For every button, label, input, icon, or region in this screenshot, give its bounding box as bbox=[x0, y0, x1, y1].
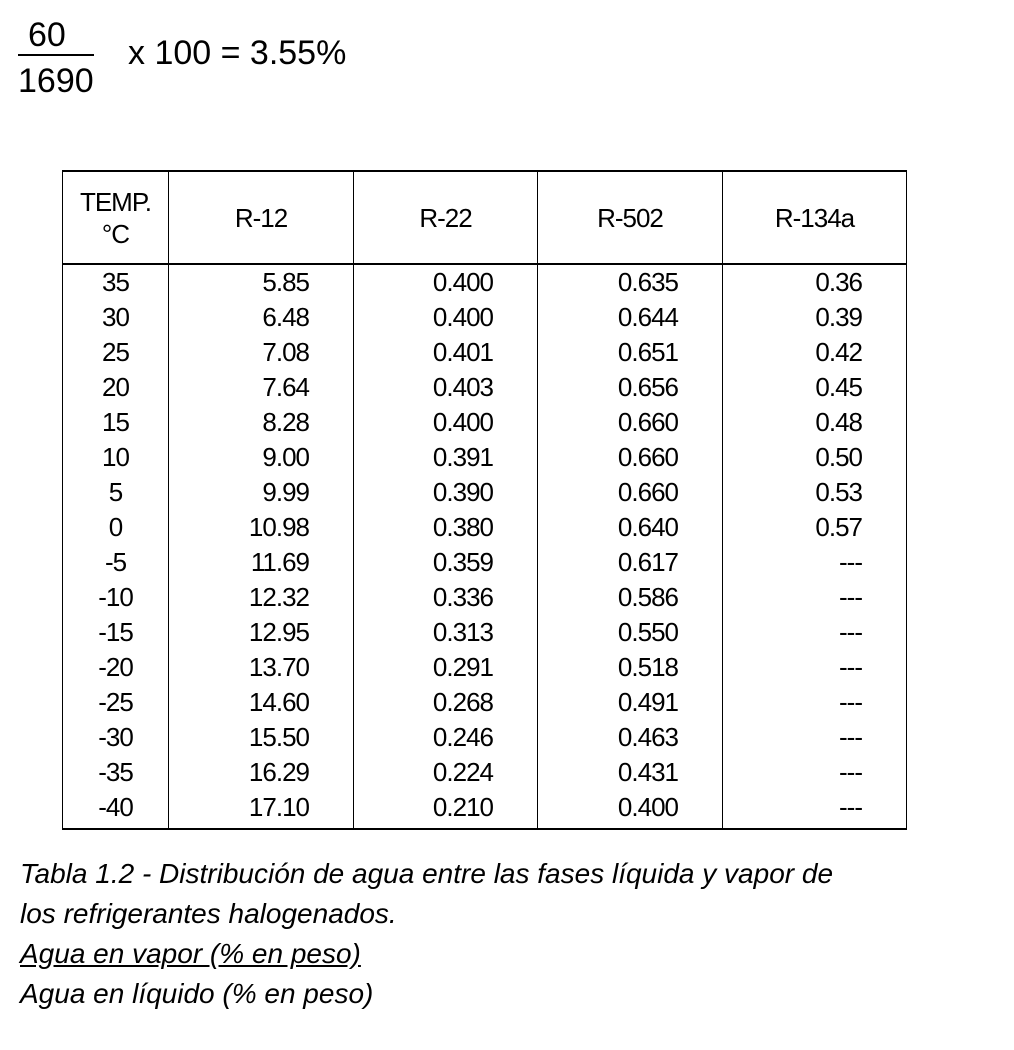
cell-r502: 0.491 bbox=[538, 685, 723, 720]
cell-temp: -25 bbox=[63, 685, 169, 720]
cell-r22: 0.359 bbox=[354, 545, 538, 580]
cell-r22: 0.380 bbox=[354, 510, 538, 545]
cell-r12: 9.99 bbox=[169, 475, 354, 510]
table-row bbox=[63, 440, 907, 475]
cell-r22: 0.210 bbox=[354, 790, 538, 829]
fraction-bar bbox=[18, 54, 94, 56]
table-row bbox=[63, 300, 907, 335]
cell-temp: 0 bbox=[63, 510, 169, 545]
cell-r12: 12.95 bbox=[169, 615, 354, 650]
table-row bbox=[63, 335, 907, 370]
cell-r134a: 0.36 bbox=[723, 264, 907, 300]
cell-r502: 0.550 bbox=[538, 615, 723, 650]
cell-r12: 9.00 bbox=[169, 440, 354, 475]
table-row bbox=[63, 650, 907, 685]
header-r134a: R-134a bbox=[723, 171, 907, 264]
cell-r502: 0.640 bbox=[538, 510, 723, 545]
cell-temp: -30 bbox=[63, 720, 169, 755]
cell-r134a: --- bbox=[723, 650, 907, 685]
cell-r134a: --- bbox=[723, 545, 907, 580]
cell-r22: 0.336 bbox=[354, 580, 538, 615]
cell-r134a: 0.39 bbox=[723, 300, 907, 335]
cell-r134a: --- bbox=[723, 790, 907, 829]
cell-temp: 35 bbox=[63, 264, 169, 300]
cell-r134a: --- bbox=[723, 580, 907, 615]
header-temp-line2: °C bbox=[101, 218, 130, 249]
cell-r502: 0.660 bbox=[538, 440, 723, 475]
header-r22: R-22 bbox=[354, 171, 538, 264]
cell-r502: 0.660 bbox=[538, 405, 723, 440]
cell-r12: 10.98 bbox=[169, 510, 354, 545]
cell-r22: 0.391 bbox=[354, 440, 538, 475]
table-row bbox=[63, 615, 907, 650]
cell-r12: 16.29 bbox=[169, 755, 354, 790]
cell-r502: 0.651 bbox=[538, 335, 723, 370]
formula-result: x 100 = 3.55% bbox=[128, 34, 347, 72]
cell-r502: 0.586 bbox=[538, 580, 723, 615]
table-row bbox=[63, 510, 907, 545]
cell-r502: 0.431 bbox=[538, 755, 723, 790]
cell-r502: 0.660 bbox=[538, 475, 723, 510]
table-body bbox=[63, 264, 907, 829]
cell-r12: 17.10 bbox=[169, 790, 354, 829]
table-row bbox=[63, 405, 907, 440]
cell-temp: -40 bbox=[63, 790, 169, 829]
cell-r12: 8.28 bbox=[169, 405, 354, 440]
table-row bbox=[63, 580, 907, 615]
cell-r134a: 0.57 bbox=[723, 510, 907, 545]
table-row bbox=[63, 790, 907, 829]
cell-r22: 0.400 bbox=[354, 264, 538, 300]
cell-r12: 6.48 bbox=[169, 300, 354, 335]
cell-r12: 15.50 bbox=[169, 720, 354, 755]
cell-r22: 0.400 bbox=[354, 405, 538, 440]
cell-temp: -5 bbox=[63, 545, 169, 580]
cell-r22: 0.400 bbox=[354, 300, 538, 335]
water-distribution-table bbox=[62, 170, 907, 830]
header-r12: R-12 bbox=[169, 171, 354, 264]
table-row bbox=[63, 755, 907, 790]
table-row bbox=[63, 545, 907, 580]
table-caption bbox=[20, 854, 1000, 1014]
cell-r502: 0.617 bbox=[538, 545, 723, 580]
cell-r502: 0.400 bbox=[538, 790, 723, 829]
caption-liquid-label: Agua en líquido (% en peso) bbox=[20, 978, 374, 1009]
cell-r22: 0.291 bbox=[354, 650, 538, 685]
cell-r12: 13.70 bbox=[169, 650, 354, 685]
cell-temp: -15 bbox=[63, 615, 169, 650]
cell-r12: 11.69 bbox=[169, 545, 354, 580]
cell-r22: 0.224 bbox=[354, 755, 538, 790]
cell-r22: 0.390 bbox=[354, 475, 538, 510]
cell-r502: 0.635 bbox=[538, 264, 723, 300]
cell-temp: 10 bbox=[63, 440, 169, 475]
cell-r12: 7.08 bbox=[169, 335, 354, 370]
cell-r502: 0.518 bbox=[538, 650, 723, 685]
cell-r502: 0.644 bbox=[538, 300, 723, 335]
fraction-numerator: 60 bbox=[28, 16, 66, 54]
caption-line-1: Tabla 1.2 - Distribución de agua entre las fases líquida y vapor de bbox=[20, 858, 834, 889]
cell-r134a: 0.48 bbox=[723, 405, 907, 440]
header-r502: R-502 bbox=[538, 171, 723, 264]
cell-temp: 5 bbox=[63, 475, 169, 510]
cell-temp: -20 bbox=[63, 650, 169, 685]
header-temp-line1: TEMP. bbox=[79, 186, 152, 217]
header-temp bbox=[63, 171, 169, 264]
cell-r134a: --- bbox=[723, 615, 907, 650]
cell-temp: 15 bbox=[63, 405, 169, 440]
cell-temp: -35 bbox=[63, 755, 169, 790]
table-header-row bbox=[63, 171, 907, 264]
table-row bbox=[63, 370, 907, 405]
cell-r12: 7.64 bbox=[169, 370, 354, 405]
cell-r134a: 0.42 bbox=[723, 335, 907, 370]
cell-r502: 0.463 bbox=[538, 720, 723, 755]
table-row bbox=[63, 475, 907, 510]
table-row bbox=[63, 264, 907, 300]
cell-temp: 30 bbox=[63, 300, 169, 335]
cell-temp: -10 bbox=[63, 580, 169, 615]
caption-vapor-label: Agua en vapor (% en peso) bbox=[20, 938, 361, 969]
cell-r134a: 0.53 bbox=[723, 475, 907, 510]
cell-r134a: --- bbox=[723, 755, 907, 790]
cell-temp: 20 bbox=[63, 370, 169, 405]
cell-temp: 25 bbox=[63, 335, 169, 370]
caption-line-2: los refrigerantes halogenados. bbox=[20, 898, 397, 929]
cell-r22: 0.313 bbox=[354, 615, 538, 650]
cell-r134a: --- bbox=[723, 685, 907, 720]
table-row bbox=[63, 685, 907, 720]
cell-r12: 5.85 bbox=[169, 264, 354, 300]
table-row bbox=[63, 720, 907, 755]
cell-r134a: --- bbox=[723, 720, 907, 755]
cell-r12: 12.32 bbox=[169, 580, 354, 615]
cell-r502: 0.656 bbox=[538, 370, 723, 405]
cell-r22: 0.403 bbox=[354, 370, 538, 405]
cell-r134a: 0.45 bbox=[723, 370, 907, 405]
fraction-denominator: 1690 bbox=[18, 62, 94, 100]
cell-r22: 0.268 bbox=[354, 685, 538, 720]
cell-r22: 0.246 bbox=[354, 720, 538, 755]
cell-r134a: 0.50 bbox=[723, 440, 907, 475]
cell-r12: 14.60 bbox=[169, 685, 354, 720]
cell-r22: 0.401 bbox=[354, 335, 538, 370]
